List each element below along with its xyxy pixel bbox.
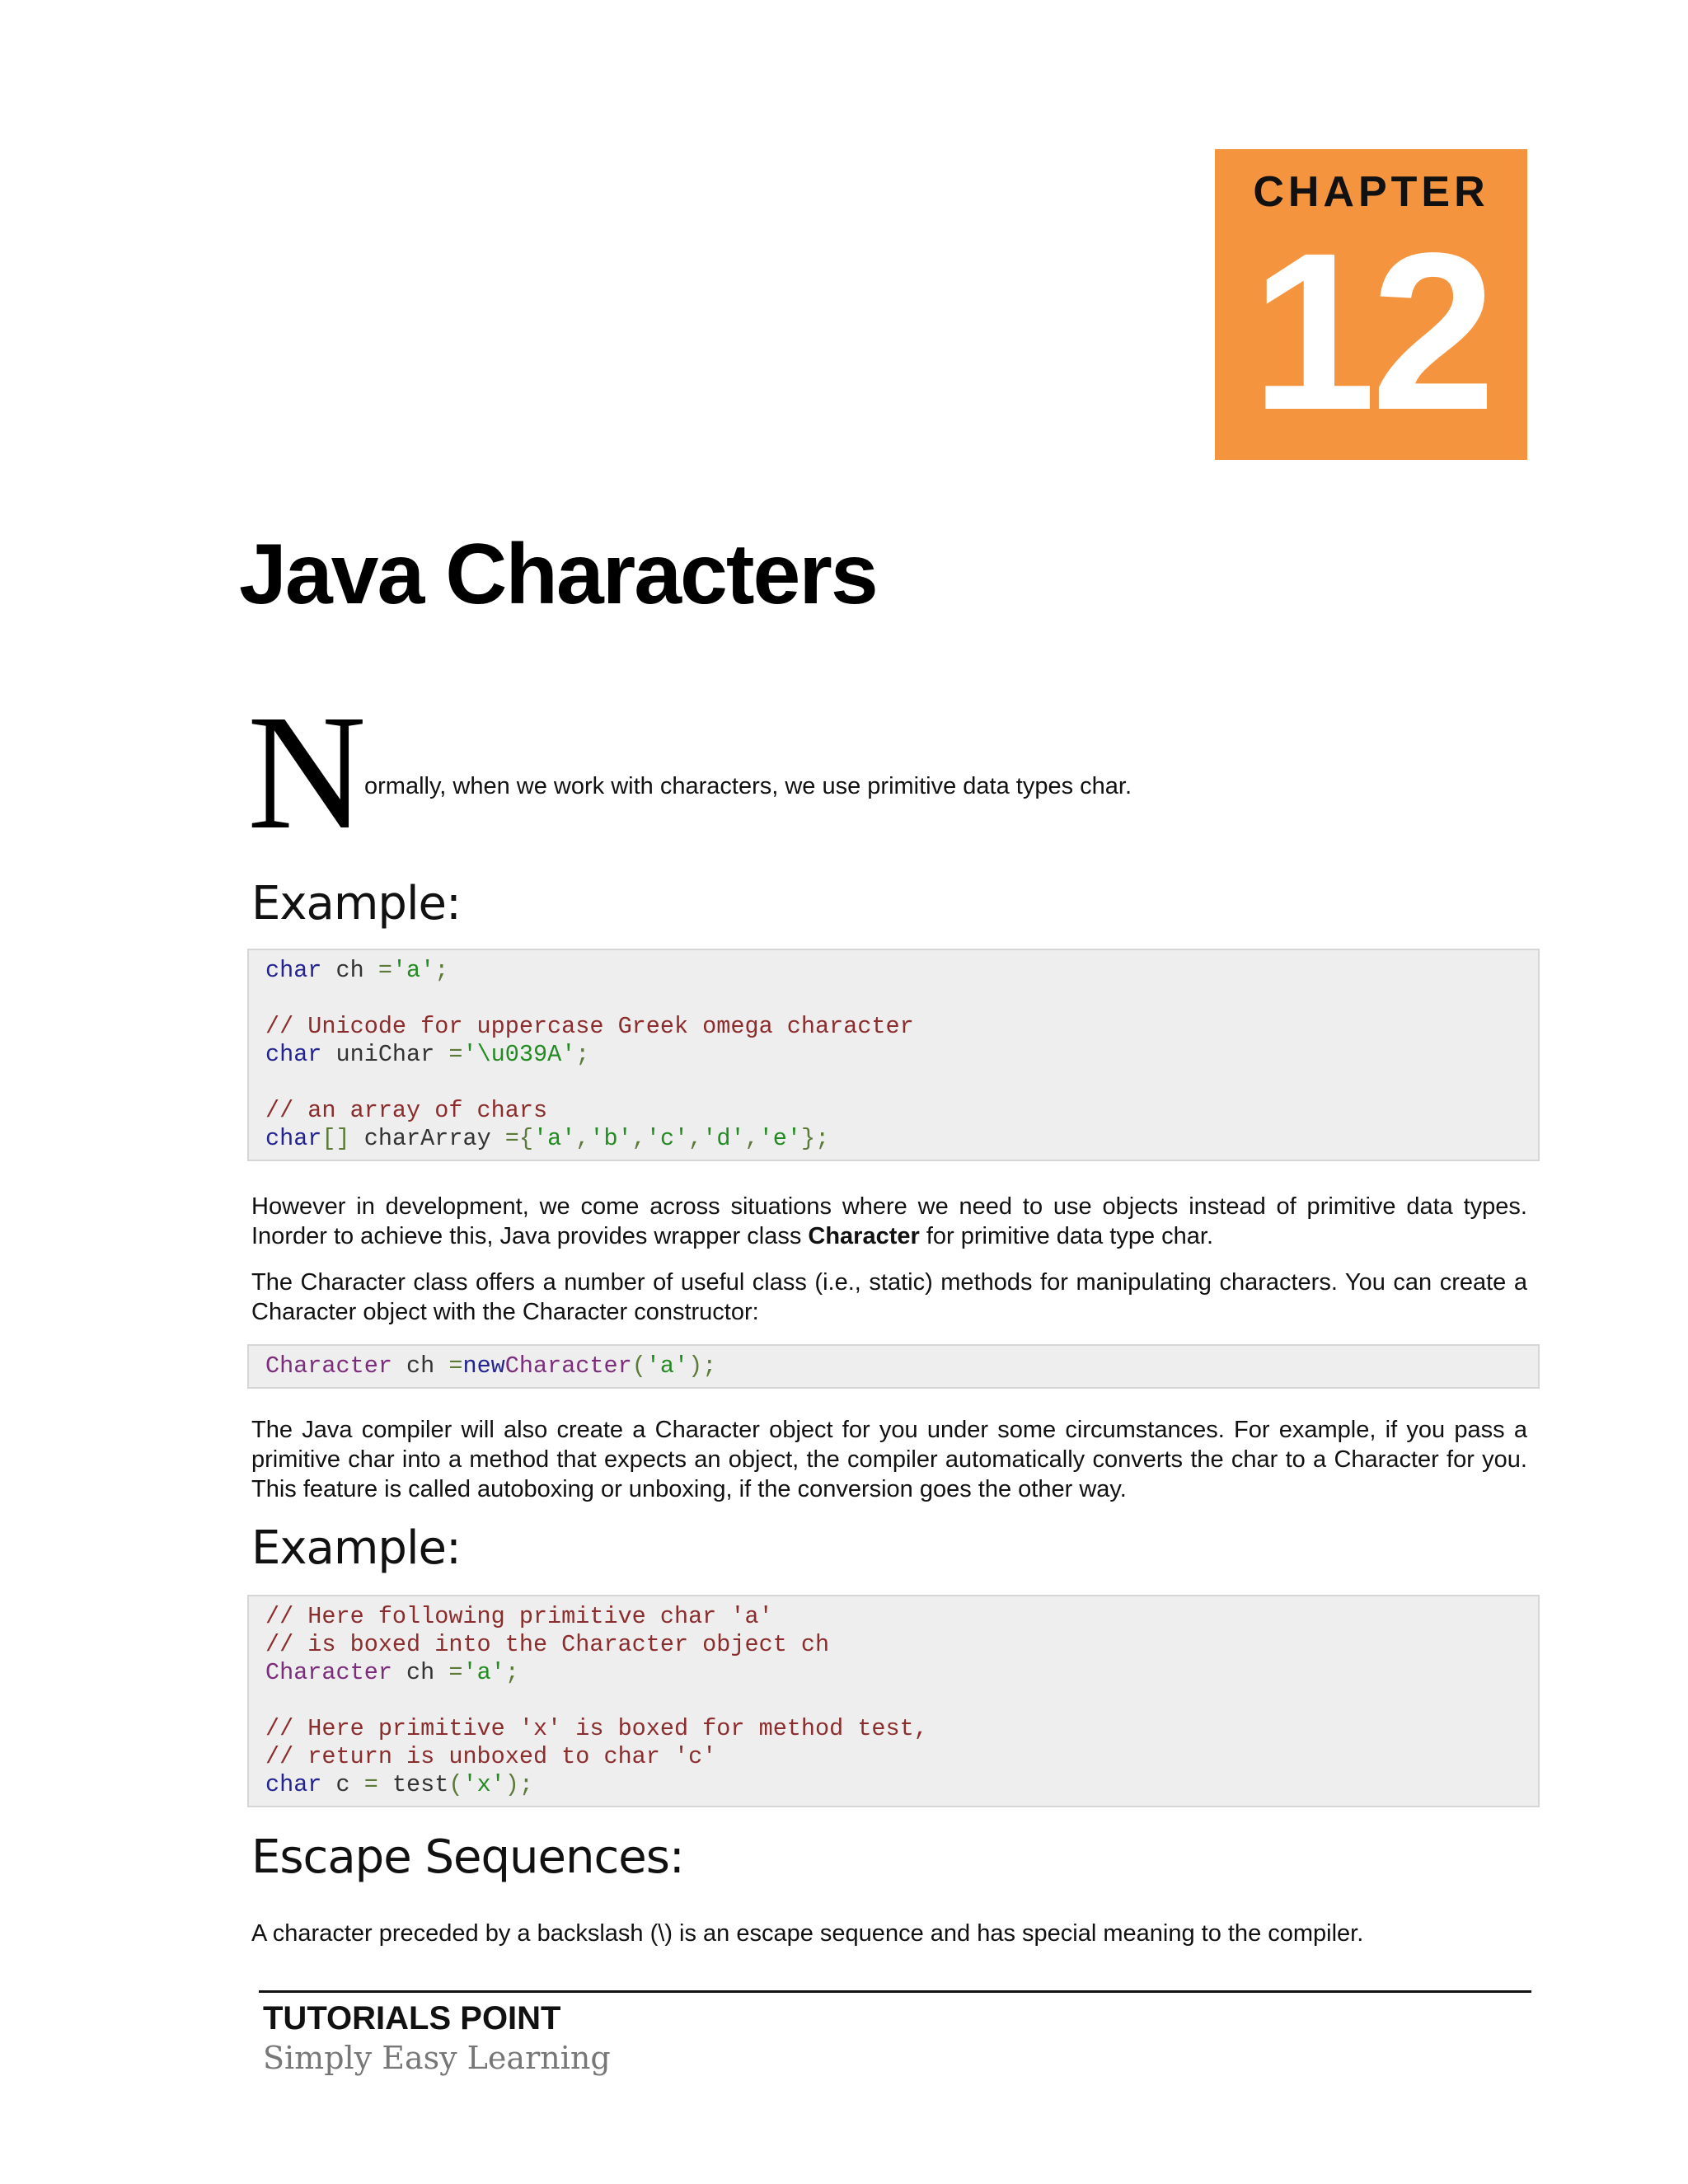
chapter-badge [1215,149,1527,460]
code-token: ( [631,1352,646,1380]
bold-term: Character [808,1223,920,1249]
code-token: Character [504,1352,632,1380]
intro-paragraph [247,682,1533,864]
code-line [265,1603,1522,1631]
code-token: // Here primitive 'x' is boxed for method test, [265,1715,928,1742]
code-token: 'b' [589,1125,632,1152]
code-token: ); [504,1771,533,1798]
code-token: = [448,1041,463,1068]
chapter-number: 12 [1251,206,1491,457]
code-line [265,985,1522,1013]
code-token: Character [265,1352,392,1380]
code-token: 'a' [392,957,435,984]
code-token: // Here following primitive char 'a' [265,1603,773,1630]
code-token: }; [801,1125,830,1152]
code-token: char [265,1771,322,1798]
code-token: 'a' [462,1659,505,1686]
paragraph-escape-sequences: A character preceded by a backslash (\) is an escape sequence and has special meaning to the compiler. [251,1920,1364,1947]
code-token: // an array of chars [265,1097,548,1124]
chapter-label: CHAPTER [1253,168,1489,216]
code-token: = [448,1659,463,1686]
paragraph-wrapper-class [251,1192,1527,1251]
code-token: = [448,1352,463,1380]
code-line [265,1715,1522,1743]
code-token: ch [392,1659,449,1686]
code-token: c [321,1771,364,1798]
code-token: ); [688,1352,717,1380]
paragraph-character-class: The Character class offers a number of useful class (i.e., static) methods for manipulating characters. You can create a Character object with the Character constructor: [251,1269,1527,1325]
intro-text: ormally, when we work with characters, we use primitive data types char. [364,773,1132,799]
code-token: ; [575,1041,590,1068]
page-title: Java Characters [239,527,877,622]
code-token: ={ [504,1125,533,1152]
example-heading-1: Example: [251,877,461,930]
code-token: , [631,1125,646,1152]
paragraph-text: However in development, we come across situations where we need to use objects instead of primitive data types. Inorder to achieve this, Java provides wrapper class [251,1193,1527,1249]
paragraph-autoboxing: The Java compiler will also create a Character object for you under some circumstances. For example, if you pass a primitive char into a method that expects an object, the compiler automatically converts the char to a Character for you. This feature is called autoboxing or unboxing, if the conversion goes the other way. [251,1417,1527,1502]
code-token: // is boxed into the Character object ch [265,1631,830,1658]
code-token: new [462,1352,505,1380]
code-token: char [265,957,322,984]
example-heading-2: Example: [251,1521,461,1575]
code-token: 'x' [462,1771,505,1798]
code-line [265,1069,1522,1097]
code-token: ; [434,957,449,984]
code-line [265,1631,1522,1659]
code-line [265,1659,1522,1687]
drop-cap: N [247,682,367,864]
code-line [265,957,1522,985]
code-line [265,1771,1522,1799]
code-token: charArray [349,1125,505,1152]
code-line [265,1013,1522,1041]
code-token: ( [448,1771,463,1798]
code-token: uniChar [321,1041,449,1068]
code-token: ; [504,1659,519,1686]
code-token: '\u039A' [462,1041,576,1068]
code-block [247,1344,1540,1389]
code-token: 'a' [533,1125,576,1152]
code-token: ch [321,957,378,984]
code-line [265,1097,1522,1125]
code-line [265,1687,1522,1715]
code-token: 'a' [645,1352,689,1380]
escape-sequences-heading: Escape Sequences: [251,1830,684,1884]
code-token: = [377,957,392,984]
footer-divider [259,1990,1531,1993]
code-token: char [265,1125,322,1152]
code-line [265,1125,1522,1153]
code-block [247,949,1540,1161]
code-line [265,1352,1522,1380]
code-token: , [575,1125,590,1152]
code-token: ch [392,1352,449,1380]
code-token: // Unicode for uppercase Greek omega character [265,1013,914,1040]
code-token: char [265,1041,322,1068]
code-token: Character [265,1659,392,1686]
code-block [247,1595,1540,1807]
code-token: , [688,1125,703,1152]
code-line [265,1041,1522,1069]
code-token: , [744,1125,759,1152]
code-line [265,1743,1522,1771]
code-token: 'd' [702,1125,745,1152]
code-token: // return is unboxed to char 'c' [265,1743,717,1770]
footer-tagline: Simply Easy Learning [263,2040,611,2076]
code-token: test [377,1771,449,1798]
code-token: 'e' [758,1125,801,1152]
code-token: [] [321,1125,350,1152]
code-token: 'c' [645,1125,689,1152]
code-token: = [363,1771,378,1798]
paragraph-text: for primitive data type char. [919,1223,1214,1249]
footer-brand: TUTORIALS POINT [263,2000,561,2036]
